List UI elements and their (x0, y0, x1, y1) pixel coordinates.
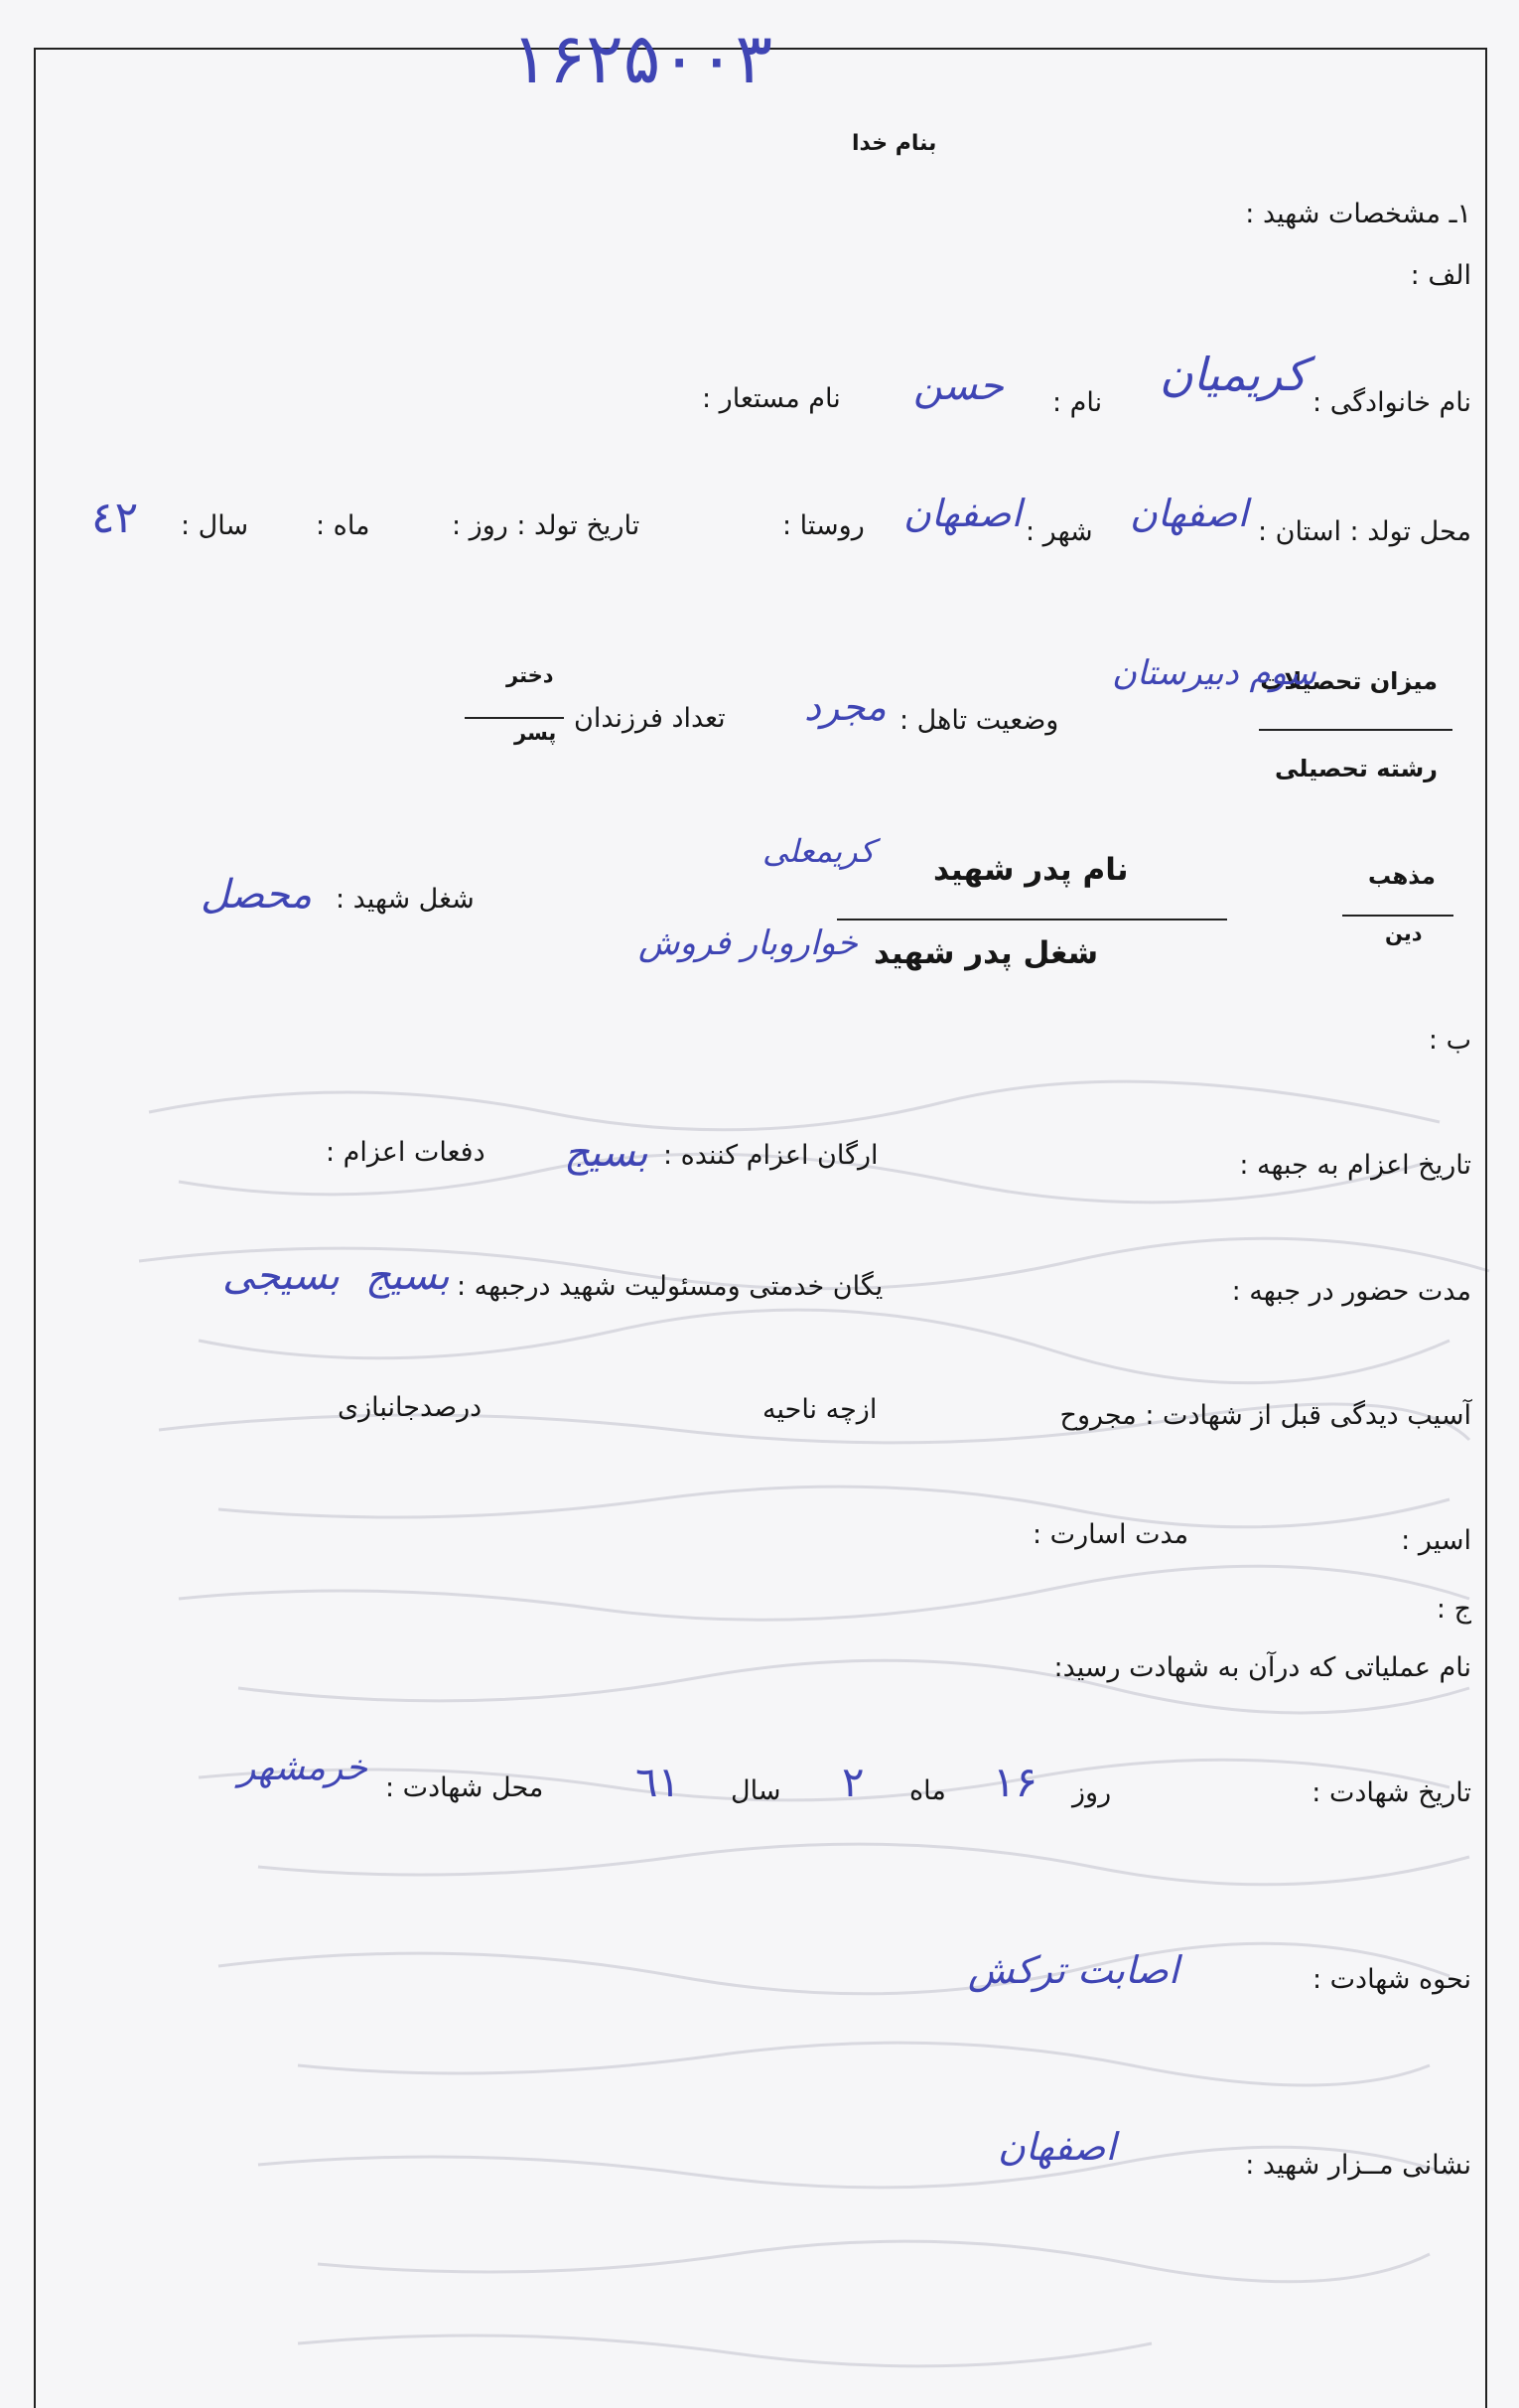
grave-address-label: نشانی مــزار شهید : (1245, 2150, 1471, 2181)
martyr-job-label: شغل شهید : (336, 884, 475, 915)
basmala: بنام خدا (852, 131, 937, 156)
injury-label: آسیب دیدگی قبل از شهادت : مجروح (1059, 1400, 1471, 1431)
captive-label: اسیر : (1401, 1525, 1471, 1556)
dispatch-org-label: ارگان اعزام کننده : (663, 1140, 879, 1171)
unit-value: بسیج (365, 1253, 450, 1299)
unit-responsibility-label: یگان خدمتی ومسئولیت شهید درجبهه : (457, 1271, 884, 1302)
birth-month-label: ماه : (316, 510, 370, 541)
birth-place-label: محل تولد : استان : (1257, 516, 1471, 547)
religion-divider (1342, 915, 1453, 917)
father-name-label: نام پدر شهید (933, 852, 1129, 888)
marital-status-value: مجرد (804, 685, 887, 729)
faith-label: دین (1385, 921, 1423, 945)
daughter-label: دختر (506, 663, 554, 687)
front-duration-label: مدت حضور در جبهه : (1231, 1276, 1471, 1307)
role-value: بسیجی (222, 1253, 341, 1299)
province-value: اصفهان (1130, 492, 1249, 535)
birth-year-value: ٤۲ (91, 493, 139, 543)
captivity-duration-label: مدت اسارت : (1033, 1519, 1189, 1550)
first-name-value: حسن (913, 363, 1004, 409)
father-job-value: خواروبار فروش (638, 923, 858, 963)
injury-area-label: ازچه ناحیه (762, 1394, 878, 1425)
village-label: روستا : (782, 510, 865, 541)
dispatch-date-label: تاریخ اعزام به جبهه : (1239, 1150, 1471, 1181)
disability-percent-label: درصدجانبازی (338, 1392, 483, 1423)
operation-name-label: نام عملیاتی که درآن به شهادت رسید: (1053, 1652, 1471, 1683)
son-label: پسر (514, 721, 557, 745)
martyrdom-day-label: روز (1072, 1777, 1112, 1808)
file-number: ۱۶۲۵۰۰۳ (511, 18, 773, 99)
martyrdom-month-value: ۲ (842, 1758, 865, 1806)
martyrdom-day-value: ۱۶ (993, 1758, 1038, 1806)
marital-status-label: وضعیت تاهل : (899, 705, 1059, 736)
section-c-title: ج : (1436, 1594, 1471, 1625)
birth-date-label: تاریخ تولد : روز : (452, 510, 640, 541)
education-level-value: سوم دبیرستان (1112, 653, 1316, 693)
first-name-label: نام : (1052, 387, 1103, 418)
children-divider (465, 717, 564, 719)
education-level-label: میزان تحصیلات (1260, 667, 1438, 695)
father-job-label: شغل پدر شهید (874, 935, 1099, 971)
martyrdom-place-label: محل شهادت : (385, 1772, 544, 1803)
alias-label: نام مستعار : (702, 383, 841, 414)
part-a-label: الف : (1410, 260, 1471, 291)
martyr-job-value: محصل (201, 872, 313, 918)
city-value: اصفهان (903, 492, 1023, 535)
martyrdom-year-label: سال (731, 1775, 781, 1806)
religion-label: مذهب (1368, 864, 1436, 890)
children-count-label: تعداد فرزندان (574, 703, 726, 734)
family-name-label: نام خانوادگی : (1312, 387, 1471, 418)
city-label: شهر : (1026, 516, 1093, 547)
father-name-value: کریمعلی (762, 832, 875, 870)
education-field-label: رشته تحصیلی (1275, 755, 1438, 782)
section-1-title: ۱ـ مشخصات شهید : (1245, 199, 1471, 229)
father-name-divider (837, 919, 1227, 921)
martyrdom-month-label: ماه (909, 1775, 946, 1806)
grave-address-value: اصفهان (998, 2125, 1117, 2169)
martyrdom-manner-value: اصابت ترکش (968, 1948, 1179, 1992)
family-name-value: کریمیان (1160, 348, 1308, 401)
martyrdom-manner-label: نحوه شهادت : (1312, 1964, 1471, 1995)
dispatch-org-value: بسیج (564, 1130, 648, 1176)
martyrdom-year-value: ٦۱ (635, 1758, 681, 1806)
martyrdom-date-label: تاریخ شهادت : (1312, 1777, 1471, 1808)
birth-year-label: سال : (181, 510, 249, 541)
martyrdom-place-value: خرمشهر (238, 1748, 367, 1788)
dispatch-count-label: دفعات اعزام : (326, 1137, 485, 1168)
education-divider (1259, 729, 1452, 731)
section-b-title: ب : (1428, 1025, 1471, 1056)
